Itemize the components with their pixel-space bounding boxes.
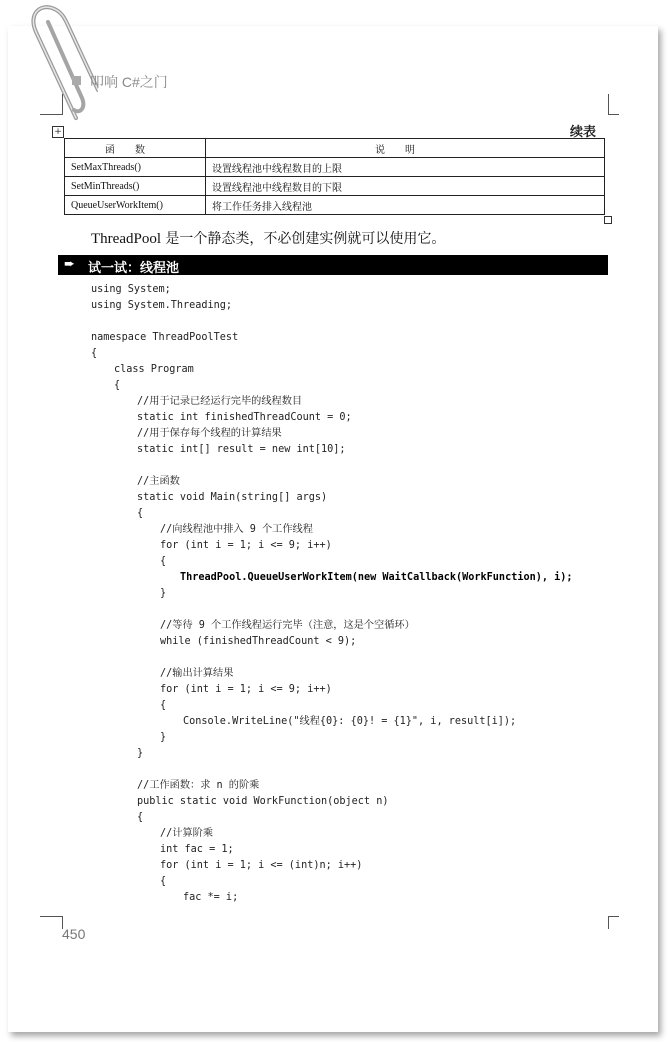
code-line: { (160, 876, 167, 887)
code-line: int fac = 1; (160, 844, 234, 855)
column-header: 说明 (206, 139, 605, 158)
code-line: static int[] result = new int[10]; (137, 444, 346, 455)
code-line: while (finishedThreadCount < 9); (160, 636, 357, 647)
code-line: } (160, 732, 167, 743)
move-handle-icon[interactable]: + (52, 126, 64, 138)
code-line: for (int i = 1; i <= 9; i++) (160, 684, 332, 695)
continued-label: 续表 (569, 125, 596, 140)
code-line: using System.Threading; (91, 300, 233, 311)
code-line: static void Main(string[] args) (137, 492, 328, 503)
running-header: 叩响 C#之门 (90, 74, 168, 90)
function-table (64, 138, 605, 215)
code-line: //主函数 (137, 476, 180, 487)
code-line: } (137, 748, 144, 759)
code-line: //向线程池中排入 9 个工作线程 (160, 524, 313, 535)
function-name: SetMaxThreads() (65, 158, 206, 177)
code-line: { (137, 508, 144, 519)
code-line: for (int i = 1; i <= 9; i++) (160, 540, 332, 551)
function-description: 将工作任务排入线程池 (206, 196, 605, 215)
code-line: class Program (114, 364, 194, 375)
table-header-row (65, 139, 605, 158)
table-row (65, 177, 605, 196)
table-row (65, 158, 605, 177)
crop-mark (608, 94, 619, 115)
code-line: { (160, 556, 167, 567)
section-title: 试一试：线程池 (88, 261, 180, 276)
column-header: 函数 (65, 139, 206, 158)
function-name: SetMinThreads() (65, 177, 206, 196)
paragraph-text: 是一个静态类，不必创建实例就可以使用它。 (160, 231, 446, 247)
code-line: for (int i = 1; i <= (int)n; i++) (160, 860, 363, 871)
code-line: //输出计算结果 (160, 668, 234, 679)
function-description: 设置线程池中线程数目的上限 (206, 158, 605, 177)
code-line: //计算阶乘 (160, 828, 214, 839)
code-line: //等待 9 个工作线程运行完毕（注意，这是个空循环） (160, 620, 415, 631)
code-line: namespace ThreadPoolTest (91, 332, 239, 343)
section-heading (58, 255, 608, 275)
header-marker (72, 76, 81, 85)
code-line: using System; (91, 284, 171, 295)
code-line: { (160, 700, 167, 711)
crop-mark (40, 94, 63, 115)
code-line: Console.WriteLine("线程{0}: {0}! = {1}", i, result[i]); (183, 716, 517, 727)
code-line: public static void WorkFunction(object n) (137, 796, 389, 807)
paragraph-term: ThreadPool (91, 231, 161, 247)
code-line: { (91, 348, 98, 359)
table-resize-handle[interactable] (604, 216, 612, 224)
code-line: //用于记录已经运行完毕的线程数目 (137, 396, 303, 407)
code-line: static int finishedThreadCount = 0; (137, 412, 352, 423)
code-line: } (160, 588, 167, 599)
body-paragraph (91, 228, 445, 248)
function-description: 设置线程池中线程数目的下限 (206, 177, 605, 196)
right-arrow-icon: ➨ (64, 257, 75, 272)
code-line: //工作函数：求 n 的阶乘 (137, 780, 260, 791)
code-line: //用于保存每个线程的计算结果 (137, 428, 282, 439)
crop-mark (608, 916, 619, 929)
code-line: { (114, 380, 121, 391)
code-line: { (137, 812, 144, 823)
table-row (65, 196, 605, 215)
code-line: ThreadPool.QueueUserWorkItem(new WaitCallback(WorkFunction), i); (180, 572, 573, 583)
crop-mark (40, 916, 63, 929)
function-name: QueueUserWorkItem() (65, 196, 206, 215)
page-number: 450 (62, 926, 86, 942)
code-line: fac *= i; (183, 892, 239, 903)
